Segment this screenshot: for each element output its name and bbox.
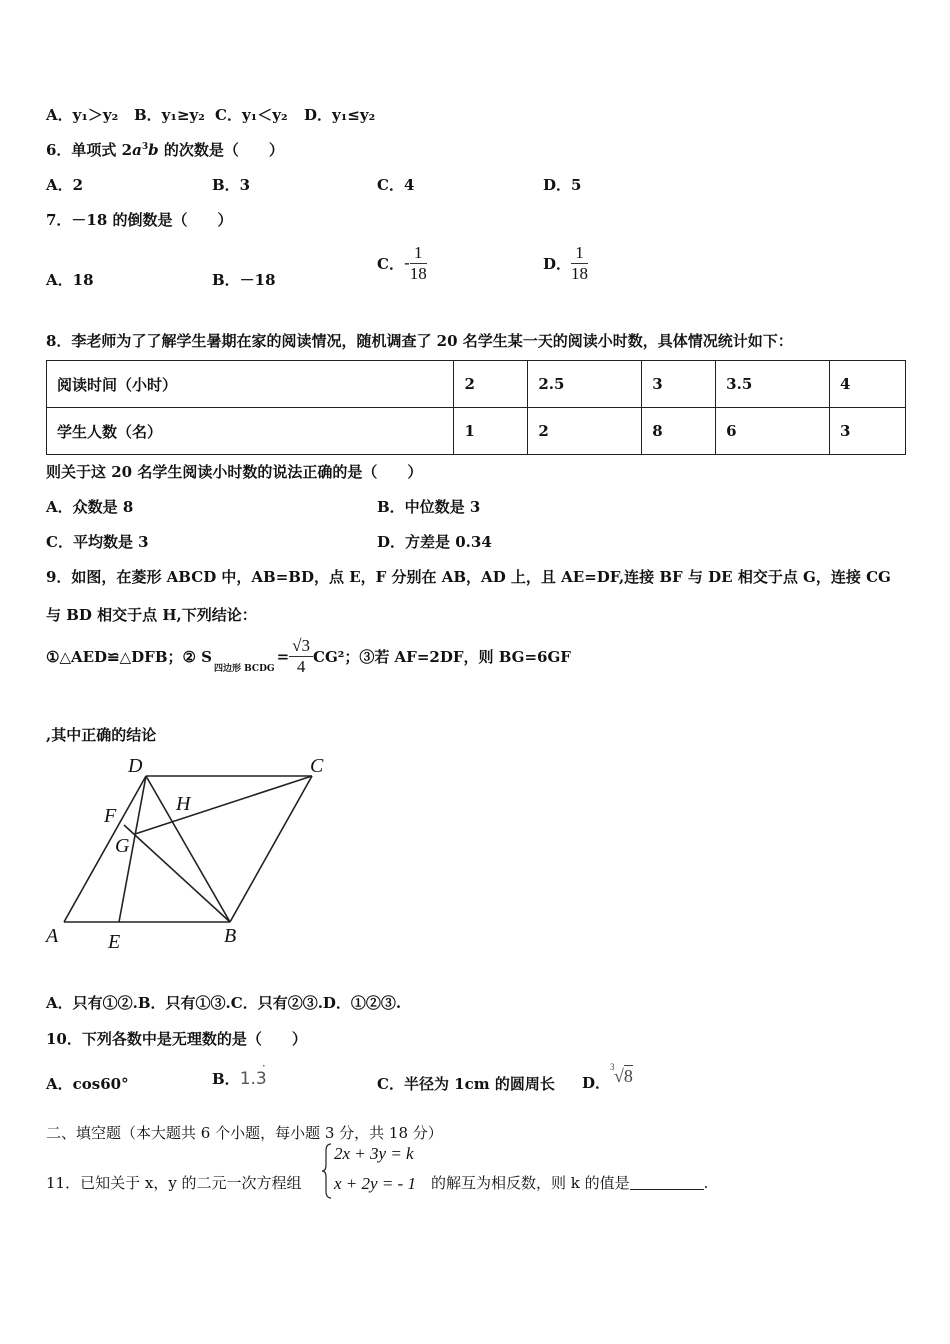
- q10-stem: 10．下列各数中是无理数的是（ ）: [46, 1030, 307, 1048]
- table-cell: 2: [454, 361, 528, 408]
- q8-option-a: A．众数是 8: [46, 498, 134, 516]
- segment-da: [64, 776, 146, 922]
- q9-stem-line2: 与 BD 相交于点 H,下列结论：: [46, 606, 257, 624]
- q7-option-a: A．18: [46, 271, 94, 289]
- q9-options: A．只有①②.B．只有①③.C．只有②③.D．①②③.: [46, 994, 402, 1012]
- q10-option-b: B．1.3 ·: [212, 1059, 267, 1089]
- q7-fraction-d: $\frac{1}{18}$: [571, 243, 589, 283]
- segment-gc: [135, 776, 312, 834]
- q11-equation-1: 2x + 3y = k: [334, 1144, 414, 1163]
- q8-option-c: C．平均数是 3: [46, 533, 149, 551]
- answer-blank[interactable]: [630, 1175, 704, 1190]
- q5-option-a: A．y₁＞y₂: [46, 106, 119, 124]
- q10-option-c: C．半径为 1cm 的圆周长: [377, 1075, 555, 1093]
- table-cell: 4: [830, 361, 906, 408]
- label-e: E: [108, 931, 121, 952]
- q10-option-d: D． 3 √8: [582, 1062, 633, 1092]
- q6-option-c: C．4: [377, 176, 415, 194]
- q8-option-d: D．方差是 0.34: [377, 533, 492, 551]
- q9-conclusions: ①△AED≌△DFB；② $S_{四边形 BCDG}=$ $\frac{√3}{4}$ CG²；③若 AF=2DF，则 BG=6GF: [46, 636, 571, 676]
- table-header-cell: 阅读时间（小时）: [47, 361, 454, 408]
- system-brace: [322, 1143, 332, 1199]
- rhombus-figure: [40, 752, 340, 952]
- q11-prefix: 11．已知关于 x，y 的二元一次方程组: [46, 1174, 302, 1192]
- table-cell: 3: [642, 361, 716, 408]
- label-h: H: [176, 793, 191, 815]
- table-row: [47, 408, 906, 455]
- label-g: G: [115, 835, 130, 857]
- segment-fb: [124, 825, 230, 922]
- segment-bc: [230, 776, 312, 922]
- q7-option-b: B．－18: [212, 271, 276, 289]
- q8-stem: 8．李老师为了了解学生暑期在家的阅读情况，随机调查了 20 名学生某一天的阅读小时数，具体情况统计如下：: [46, 332, 793, 350]
- reading-data-table: [46, 360, 906, 455]
- table-cell: 2.5: [528, 361, 642, 408]
- q6-stem: 6．单项式 $2a^3b$ 的次数是（ ）: [46, 141, 284, 159]
- label-b: B: [224, 925, 237, 947]
- q9-sqrt3-over-4: $\frac{√3}{4}$: [289, 636, 313, 677]
- label-a: A: [46, 925, 59, 947]
- table-cell: 1: [454, 408, 528, 455]
- label-d: D: [128, 755, 143, 777]
- q9-which-correct: ,其中正确的结论: [46, 726, 157, 744]
- q7-fraction-c: $\frac{1}{18}$: [409, 243, 427, 283]
- q8-option-b: B．中位数是 3: [377, 498, 481, 516]
- q9-stem-line1: 9．如图，在菱形 ABCD 中，AB=BD，点 E，F 分别在 AB，AD 上，且 AE=DF,连接 BF 与 DE 相交于点 G，连接 CG: [46, 568, 891, 586]
- section-2-heading: 二、填空题（本大题共 6 个小题，每小题 3 分，共 18 分）: [46, 1124, 443, 1142]
- label-c: C: [310, 755, 324, 777]
- q6-option-a: A．2: [46, 176, 84, 194]
- q5-option-d: D．y₁≤y₂: [304, 106, 376, 124]
- table-cell: 2: [528, 408, 642, 455]
- q7-stem: 7．－18 的倒数是（ ）: [46, 211, 233, 229]
- q6-option-b: B．3: [212, 176, 251, 194]
- table-row: [47, 361, 906, 408]
- label-f: F: [104, 805, 117, 827]
- table-cell: 8: [642, 408, 716, 455]
- q7-option-c: C．- $\frac{1}{18}$: [377, 243, 427, 283]
- q5-option-b: B．y₁≥y₂: [134, 106, 205, 124]
- q8-question: 则关于这 20 名学生阅读小时数的说法正确的是（ ）: [46, 463, 423, 481]
- q5-option-c: C．y₁＜y₂: [215, 106, 288, 124]
- q7-option-d: D． $\frac{1}{18}$: [543, 243, 589, 283]
- q6-option-d: D．5: [543, 176, 582, 194]
- table-header-cell: 学生人数（名）: [47, 408, 454, 455]
- q11-equation-2: x + 2y = - 1: [334, 1174, 416, 1193]
- q10-option-a: A．cos60°: [46, 1075, 129, 1093]
- table-cell: 3.5: [716, 361, 830, 408]
- table-cell: 6: [716, 408, 830, 455]
- q11-suffix: 的解互为相反数，则 k 的值是 .: [431, 1174, 709, 1192]
- table-cell: 3: [830, 408, 906, 455]
